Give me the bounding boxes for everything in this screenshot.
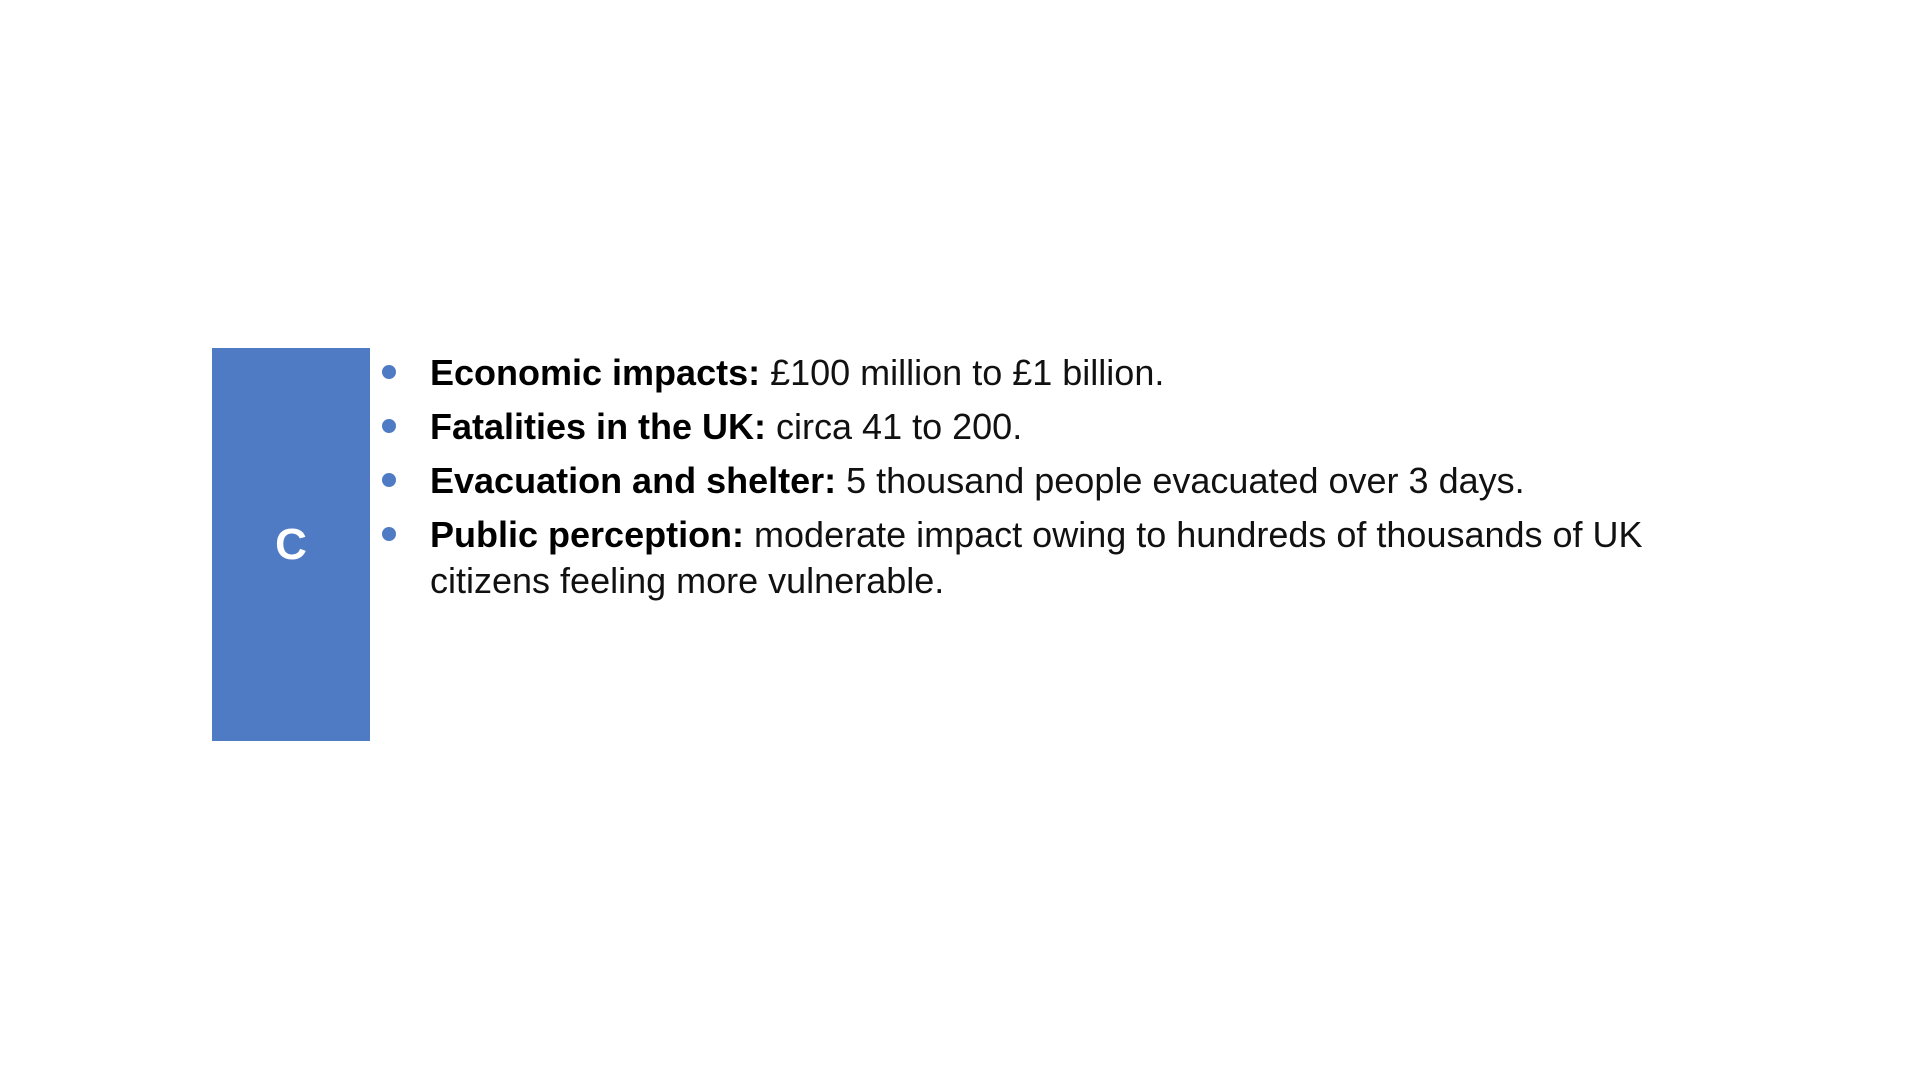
impact-list [378, 350, 1718, 612]
bullet-text: 5 thousand people evacuated over 3 days. [836, 460, 1525, 501]
bullet-text: circa 41 to 200. [766, 406, 1023, 447]
category-label-block [212, 348, 370, 741]
list-item-public-perception [378, 512, 1718, 604]
bullet-text: £100 million to £1 billion. [760, 352, 1165, 393]
bullet-icon [382, 527, 396, 541]
bullet-text: moderate impact owing to hundreds of thousands of UK citizens feeling more vulnerable. [430, 514, 1643, 601]
bullet-icon [382, 365, 396, 379]
category-letter: C [275, 519, 307, 569]
bullet-icon [382, 419, 396, 433]
bullet-term: Public perception: [430, 514, 745, 555]
bullet-icon [382, 473, 396, 487]
list-item-evacuation-shelter [378, 458, 1718, 504]
bullet-term: Evacuation and shelter: [430, 460, 837, 501]
list-item-fatalities [378, 404, 1718, 450]
bullet-term: Economic impacts: [430, 352, 761, 393]
bullet-term: Fatalities in the UK: [430, 406, 767, 447]
list-item-economic-impacts [378, 350, 1718, 396]
